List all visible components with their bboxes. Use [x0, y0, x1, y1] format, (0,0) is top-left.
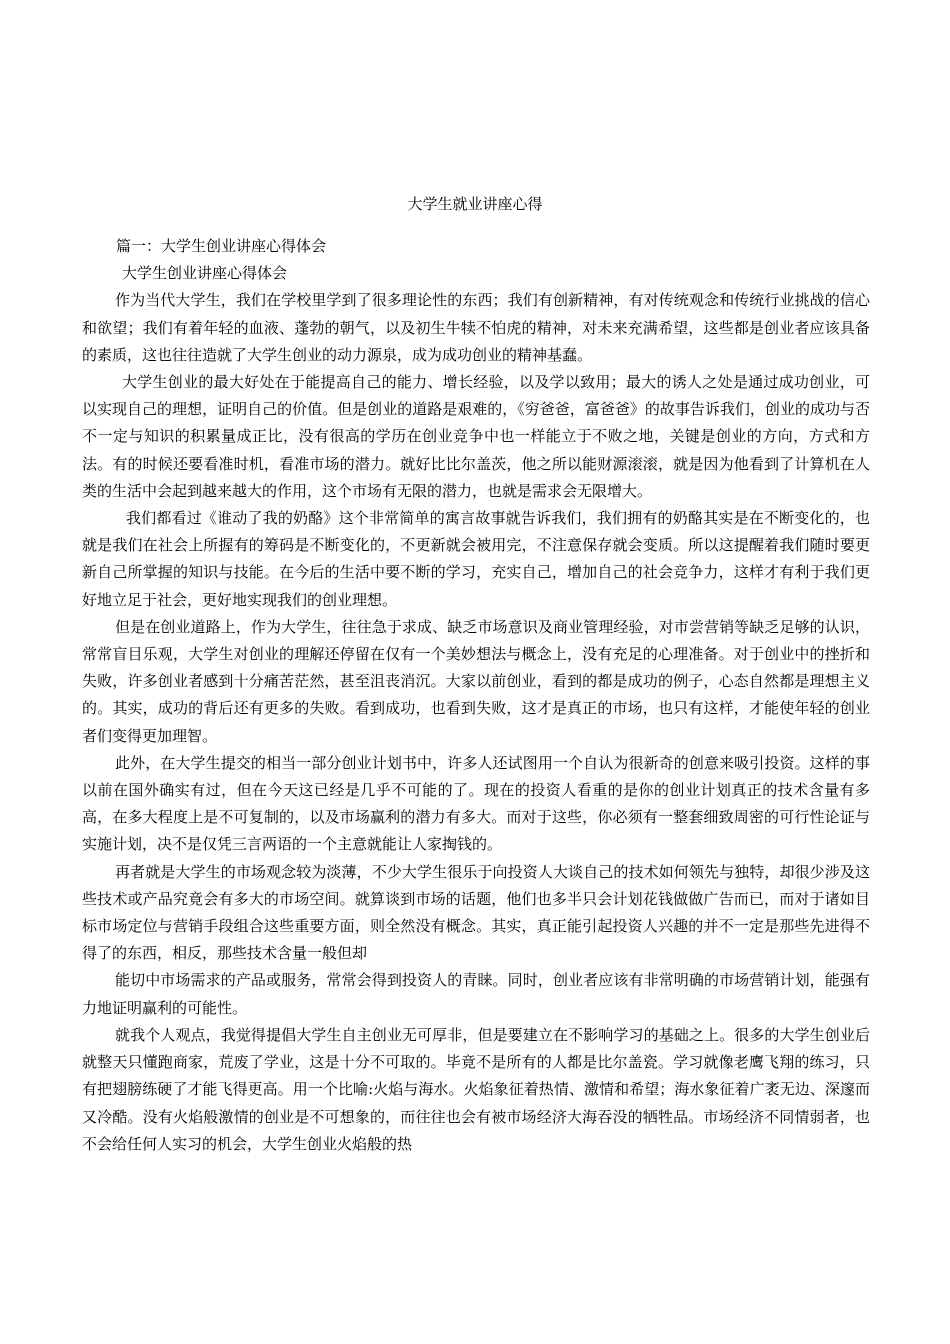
- paragraph: 就我个人观点，我觉得提倡大学生自主创业无可厚非，但是要建立在不影响学习的基础之上。很多的大学生创业后就整天只懂跑商家，荒废了学业，这是十分不可取的。毕竟不是所有的人都是比尔盖瓷。学习就像老鹰飞翔的练习，只有把翅膀练硬了才能飞得更高。用一个比喻:火焰与海水。火焰象征着热情、激情和希望；海水象征着广袤无边、深邃而又冷酷。没有火焰般激情的创业是不可想象的，而往往也会有被市场经济大海吞没的牺牲品。市场经济不同情弱者，也不会给任何人实习的机会，大学生创业火焰般的热: [82, 1025, 870, 1153]
- paragraph: 再者就是大学生的市场观念较为淡薄，不少大学生很乐于向投资人大谈自己的技术如何领先与独特，却很少涉及这些技术或产品究竟会有多大的市场空间。就算谈到市场的话题，他们也多半只会计划花钱做做广告而已，而对于诸如目标市场定位与营销手段组合这些重要方面，则全然没有概念。其实，真正能引起投资人兴趣的并不一定是那些先进得不得了的东西，相反，那些技术含量一般但却: [82, 862, 870, 963]
- sub-heading: 大学生创业讲座心得体会: [122, 264, 288, 283]
- section-heading: 篇一：大学生创业讲座心得体会: [116, 237, 327, 255]
- paragraph: 作为当代大学生，我们在学校里学到了很多理论性的东西；我们有创新精神，有对传统观念和传统行业挑战的信心和欲望；我们有着年轻的血液、蓬勃的朝气，以及初生牛犊不怕虎的精神，对未来充满希望，这些都是创业者应该具备的素质，这也往往造就了大学生创业的动力源泉，成为成功创业的精神基蠢。: [82, 291, 870, 364]
- paragraph: 但是在创业道路上，作为大学生，往往急于求成、缺乏市场意识及商业管理经验，对市尝营销等缺乏足够的认识，常常盲目乐观，大学生对创业的理解还停留在仅有一个美妙想法与概念上，没有充足的心理准备。对于创业中的挫折和失败，许多创业者感到十分痛苦茫然，甚至沮丧消沉。大家以前创业，看到的都是成功的例子，心态自然都是理想主义的。其实，成功的背后还有更多的失败。看到成功，也看到失败，这才是真正的市场，也只有这样，才能使年轻的创业者们变得更加理智。: [82, 617, 870, 745]
- document-body: [82, 233, 870, 1158]
- paragraph: 我们都看过《谁动了我的奶酪》这个非常简单的寓言故事就告诉我们，我们拥有的奶酪其实是在不断变化的，也就是我们在社会上所握有的筹码是不断变化的，不更新就会被用完，不注意保存就会变质。所以这提醒着我们随时要更新自己所掌握的知识与技能。在今后的生活中要不断的学习，充实自己，增加自己的社会竞争力，这样才有利于我们更好地立足于社会，更好地实现我们的创业理想。: [82, 509, 870, 609]
- paragraph: 能切中市场需求的产品或服务，常常会得到投资人的青睐。同时，创业者应该有非常明确的市场营销计划，能强有力地证明赢利的可能性。: [82, 971, 870, 1017]
- paragraph: 大学生创业的最大好处在于能提高自己的能力、增长经验，以及学以致用；最大的诱人之处是通过成功创业，可以实现自己的理想，证明自己的价值。但是创业的道路是艰难的，《穷爸爸，富爸爸》的故事告诉我们，创业的成功与否不一定与知识的积累量成正比，没有很高的学历在创业竞争中也一样能立于不败之地，关键是创业的方向，方式和方法。有的时候还要看准时机，看准市场的潜力。就好比比尔盖茨，他之所以能财源滚滚，就是因为他看到了计算机在人类的生活中会起到越来越大的作用，这个市场有无限的潜力，也就是需求会无限增大。: [82, 373, 870, 500]
- paragraph: 此外，在大学生提交的相当一部分创业计划书中，许多人还试图用一个自认为很新奇的创意来吸引投资。这样的事以前在国外确实有过，但在今天这已经是几乎不可能的了。现在的投资人看重的是你的创业计划真正的技术含量有多高，在多大程度上是不可复制的，以及市场赢利的潜力有多大。而对于这些，你必须有一整套细致周密的可行性论证与实施计划，决不是仅凭三言两语的一个主意就能让人家掏钱的。: [82, 753, 870, 854]
- document-title: 大学生就业讲座心得: [407, 195, 543, 213]
